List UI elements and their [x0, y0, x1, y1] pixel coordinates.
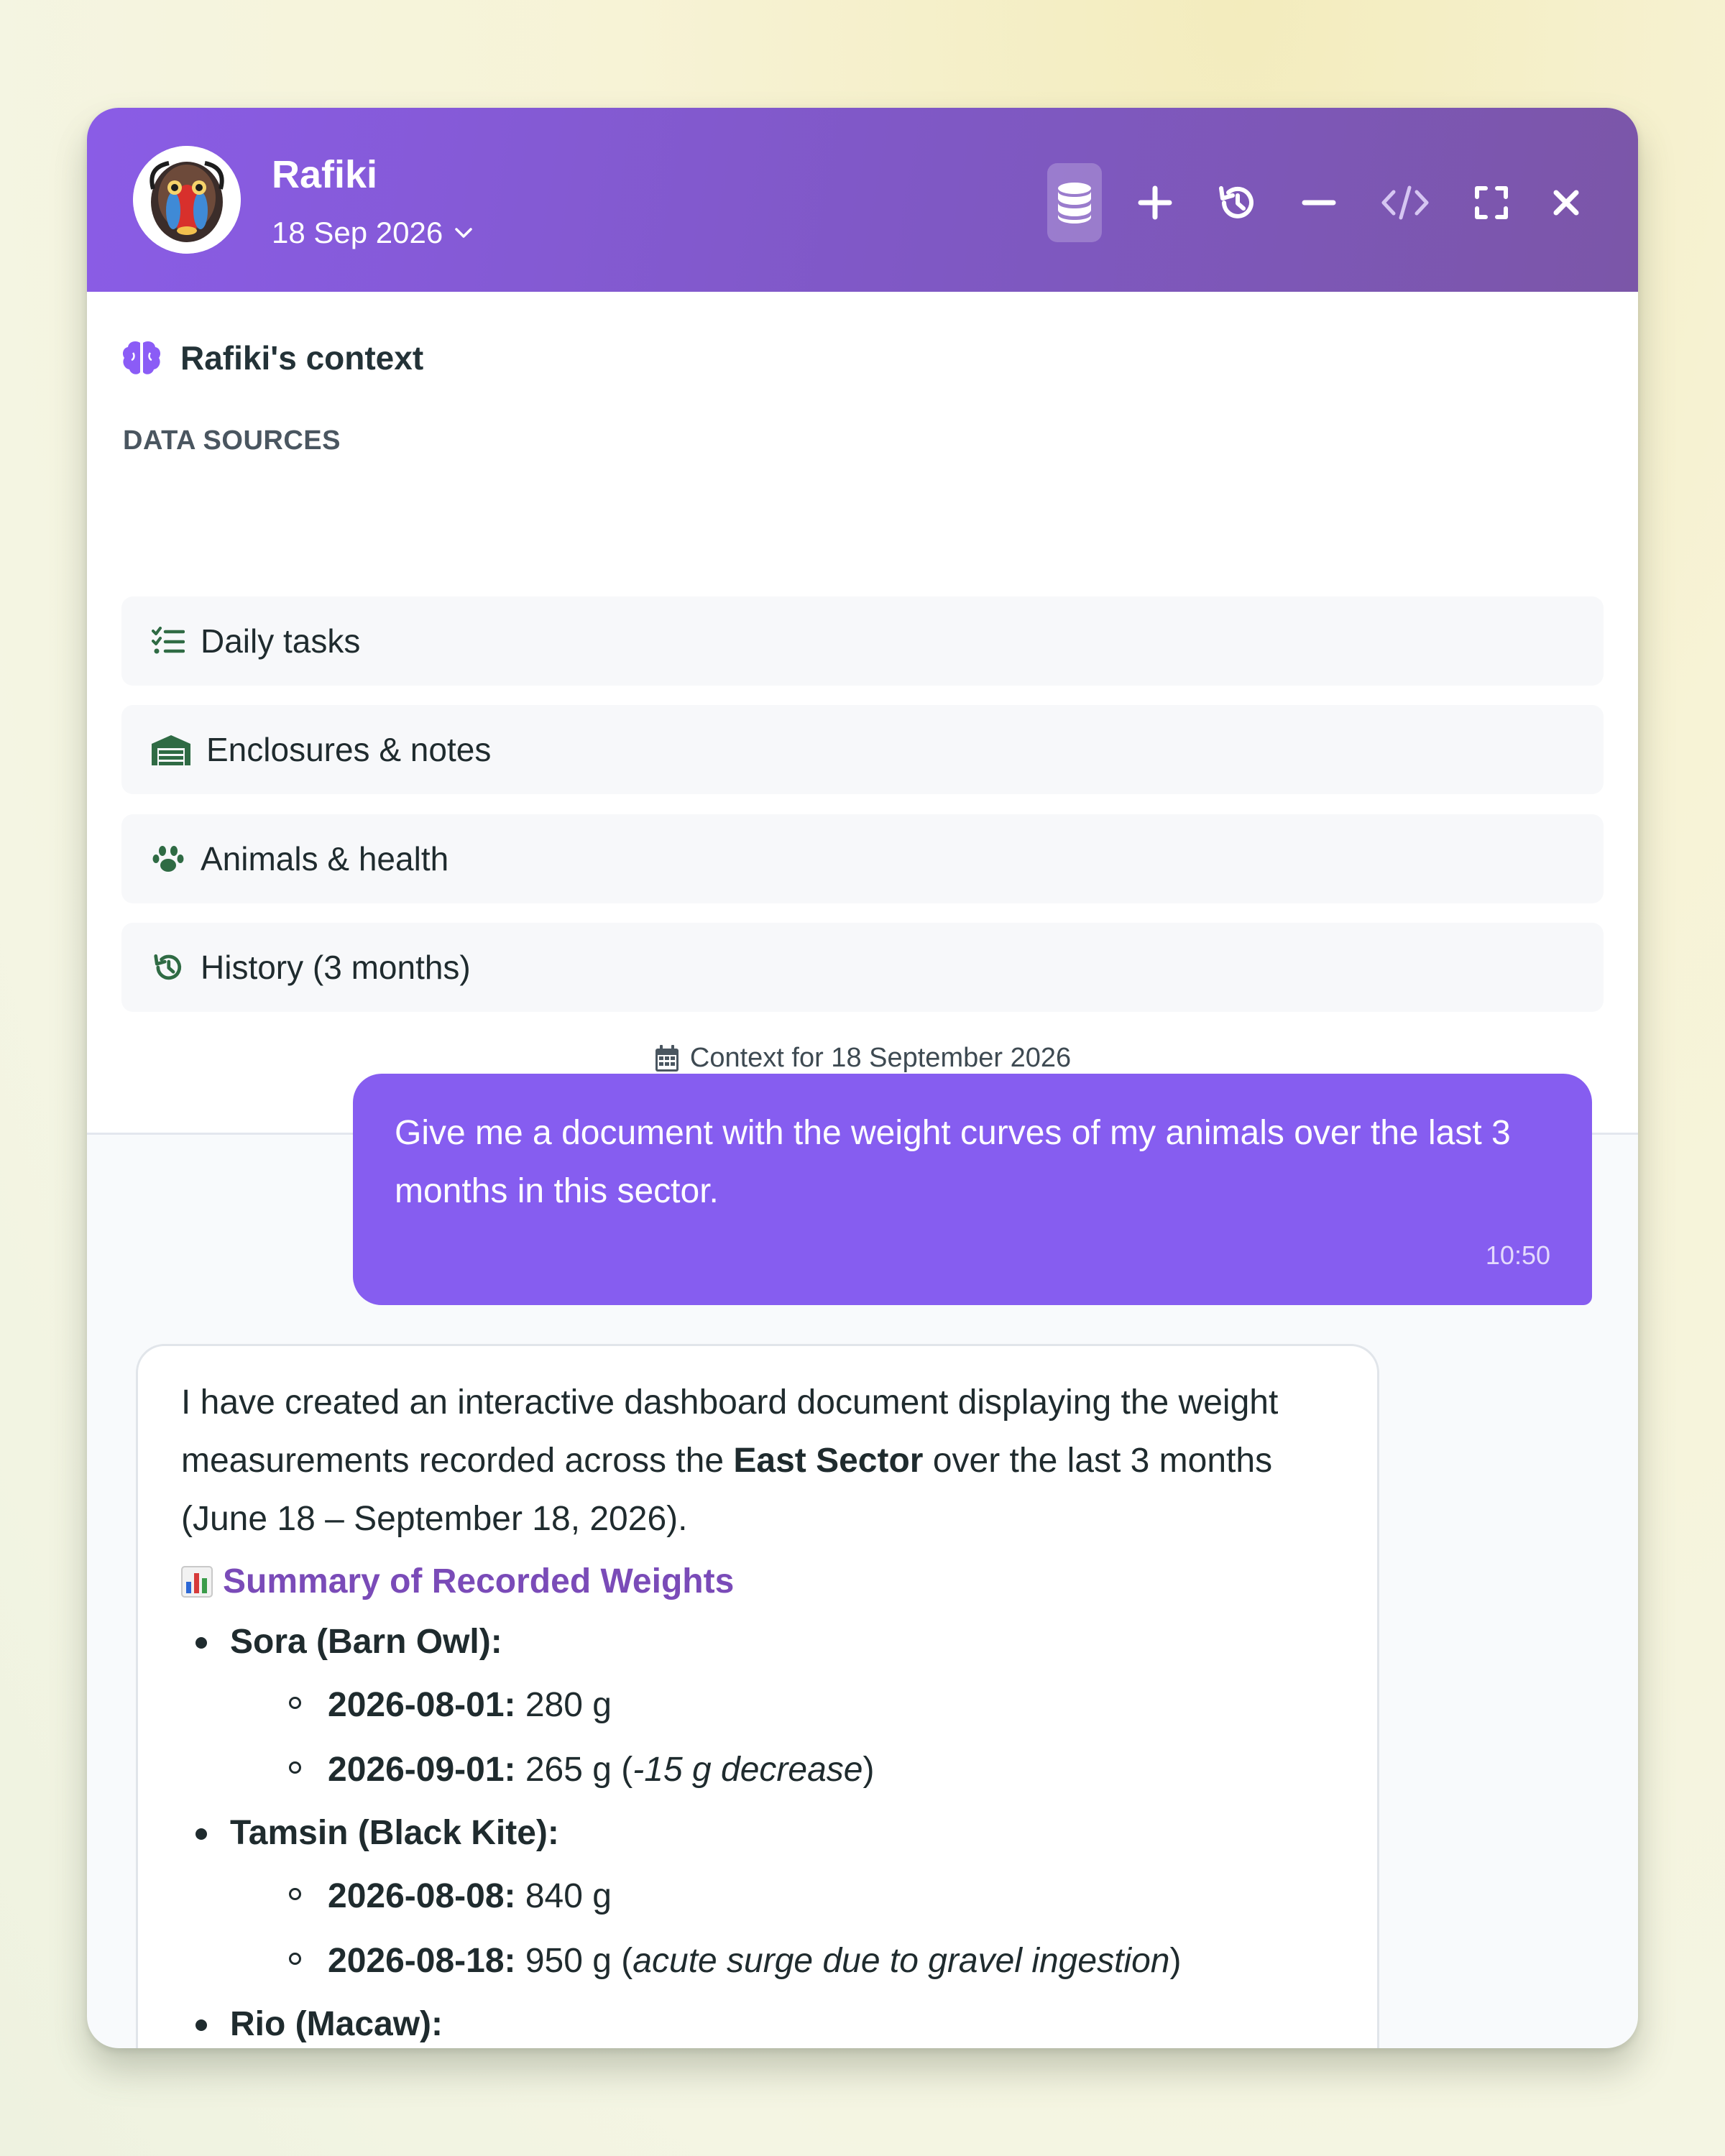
data-source-label: History (3 months) — [201, 949, 471, 986]
bar-chart-icon — [181, 1566, 213, 1598]
history-icon — [150, 949, 186, 985]
date-selector[interactable] — [272, 213, 473, 253]
list-item: Rio (Macaw): — [181, 1994, 1346, 2048]
list-item: Sora (Barn Owl): 2026-08-01: 280 g 2026-09-01: 265 g (-15 g decrease) — [181, 1611, 1346, 1802]
checklist-icon — [150, 623, 186, 659]
animal-list — [181, 1611, 1346, 2048]
close-button[interactable] — [1537, 163, 1595, 242]
list-item: 2026-08-18: 950 g (acute surge due to gravel ingestion) — [230, 1929, 1346, 1994]
history-icon — [1217, 183, 1257, 223]
assistant-header — [87, 108, 1638, 292]
context-date-text: Context for 18 September 2026 — [689, 1043, 1072, 1073]
data-sources-button[interactable] — [1047, 163, 1102, 242]
list-item: Tamsin (Black Kite): 2026-08-08: 840 g 2026-08-18: 950 g (acute surge due to gravel ingestion) — [181, 1802, 1346, 1994]
calendar-icon — [654, 1044, 680, 1073]
warehouse-icon — [150, 732, 192, 768]
database-icon — [1056, 181, 1093, 224]
date-selector-label: 18 Sep 2026 — [272, 216, 443, 249]
message-timestamp: 10:50 — [1485, 1240, 1550, 1270]
data-source-label: Daily tasks — [201, 622, 361, 660]
code-icon — [1381, 185, 1430, 221]
data-source-label: Enclosures & notes — [206, 731, 492, 768]
history-button[interactable] — [1208, 163, 1266, 242]
context-panel — [87, 292, 1638, 1135]
minus-icon — [1302, 198, 1336, 207]
fullscreen-button[interactable] — [1463, 163, 1520, 242]
chevron-down-icon — [454, 226, 473, 239]
list-item: 2026-08-01: 280 g — [230, 1673, 1346, 1738]
context-date-note — [87, 1043, 1638, 1074]
assistant-window — [87, 108, 1638, 2048]
user-message-text: Give me a document with the weight curves of my animals over the last 3 months in this sector. — [395, 1114, 1511, 1210]
context-title-text: Rafiki's context — [180, 339, 424, 377]
summary-heading — [181, 1557, 1346, 1607]
assistant-message-bubble — [136, 1344, 1379, 2048]
embed-code-button[interactable] — [1376, 163, 1434, 242]
data-source-daily-tasks[interactable] — [121, 596, 1604, 686]
expand-icon — [1474, 185, 1509, 220]
close-icon — [1552, 188, 1581, 217]
list-item: 2026-09-01: 265 g (-15 g decrease) — [230, 1738, 1346, 1802]
minimize-button[interactable] — [1290, 163, 1348, 242]
mandrill-avatar — [133, 146, 241, 254]
data-source-history[interactable] — [121, 923, 1604, 1012]
plus-icon — [1138, 185, 1172, 220]
assistant-name: Rafiki — [272, 153, 378, 196]
data-source-animals[interactable] — [121, 814, 1604, 903]
context-title — [121, 338, 423, 378]
new-chat-button[interactable] — [1126, 163, 1184, 242]
data-source-enclosures[interactable] — [121, 705, 1604, 794]
paw-icon — [150, 841, 186, 877]
brain-icon — [121, 340, 162, 376]
assistant-message-content — [181, 1373, 1346, 2048]
data-source-label: Animals & health — [201, 840, 449, 877]
weight-entries — [230, 1673, 1346, 1802]
list-item: 2026-08-08: 840 g — [230, 1864, 1346, 1929]
user-message-bubble — [353, 1074, 1592, 1305]
data-sources-label: DATA SOURCES — [123, 425, 341, 456]
weight-entries — [230, 1864, 1346, 1994]
summary-heading-text: Summary of Recorded Weights — [223, 1562, 735, 1600]
assistant-intro: I have created an interactive dashboard document displaying the weight measurements recorded across the East Sector over the last 3 months (June 18 – September 18, 2026). — [181, 1383, 1279, 1538]
